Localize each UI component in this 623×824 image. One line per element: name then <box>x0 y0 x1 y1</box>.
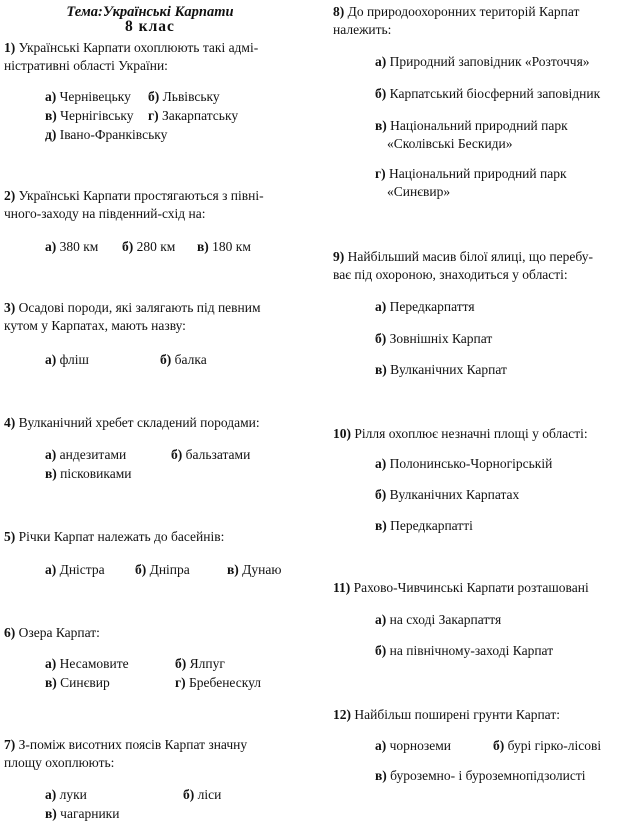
option-1e: д) Івано-Франківську <box>45 127 168 142</box>
option-9a: а) Передкарпаття <box>375 299 475 314</box>
option-10c: в) Передкарпатті <box>375 518 473 533</box>
question-5: 5) Річки Карпат належать до басейнів: <box>4 529 225 544</box>
option-9b: б) Зовнішніх Карпат <box>375 331 493 346</box>
question-1: 1) Українські Карпати охоплюють такі адмі- ністративні області України: <box>4 40 259 73</box>
option-10b: б) Вулканічних Карпатах <box>375 487 520 502</box>
option-1b: б) Львівську <box>148 89 220 104</box>
option-2c: в) 180 км <box>197 239 251 254</box>
option-1c: в) Чернігівську <box>45 108 134 123</box>
option-3b: б) балка <box>160 352 207 367</box>
question-10: 10) Рілля охоплює незначні площі у області: <box>333 426 588 441</box>
option-12c: в) буроземно- і буроземнопідзолисті <box>375 768 586 783</box>
option-6a: а) Несамовите <box>45 656 129 671</box>
option-11a: а) на сході Закарпаття <box>375 612 502 627</box>
option-2b: б) 280 км <box>122 239 176 254</box>
option-6c: в) Синєвир <box>45 675 110 690</box>
question-11: 11) Рахово-Чивчинські Карпати розташовані <box>333 580 589 595</box>
option-1a: а) Чернівецьку <box>45 89 131 104</box>
question-6: 6) Озера Карпат: <box>4 625 100 640</box>
option-4a: а) андезитами <box>45 447 127 462</box>
option-8a: а) Природний заповідник «Розточчя» <box>375 54 590 69</box>
option-6b: б) Ялпуг <box>175 656 225 671</box>
option-4b: б) бальзатами <box>171 447 251 462</box>
option-2a: а) 380 км <box>45 239 99 254</box>
option-8d: г) Національний природний парк «Синєвир» <box>375 166 567 199</box>
option-9c: в) Вулканічних Карпат <box>375 362 507 377</box>
option-12b: б) бурі гірко-лісові <box>493 738 602 753</box>
page-title: Тема:Українські Карпати <box>66 4 234 20</box>
option-11b: б) на північному-заході Карпат <box>375 643 554 658</box>
question-8: 8) До природоохоронних територій Карпат належить: <box>333 4 580 37</box>
question-9: 9) Найбільший масив білої ялиці, що перебу- ває під охороною, знаходиться у області: <box>333 249 593 282</box>
question-3: 3) Осадові породи, які залягають під певним кутом у Карпатах, мають назву: <box>4 300 261 333</box>
option-12a: а) чорноземи <box>375 738 451 753</box>
option-7c: в) чагарники <box>45 806 120 821</box>
option-8b: б) Карпатський біосферний заповідник <box>375 86 601 101</box>
option-5b: б) Дніпра <box>135 562 190 577</box>
option-10a: а) Полонинсько-Чорногірській <box>375 456 553 471</box>
question-4: 4) Вулканічний хребет складений породами: <box>4 415 260 430</box>
option-5c: в) Дунаю <box>227 562 282 577</box>
grade-label: 8 клас <box>125 18 175 35</box>
question-12: 12) Найбільш поширені грунти Карпат: <box>333 707 560 722</box>
option-8c: в) Національний природний парк «Сколівські Бескиди» <box>375 118 568 151</box>
option-6d: г) Бребенескул <box>175 675 261 690</box>
option-3a: а) фліш <box>45 352 89 367</box>
option-7b: б) ліси <box>183 787 222 802</box>
option-1d: г) Закарпатську <box>148 108 239 123</box>
option-7a: а) луки <box>45 787 87 802</box>
option-5a: а) Дністра <box>45 562 105 577</box>
question-2: 2) Українські Карпати простягаються з півні- чного-заходу на південний-схід на: <box>4 188 264 221</box>
option-4c: в) пісковиками <box>45 466 132 481</box>
question-7: 7) З-поміж висотних поясів Карпат значну площу охоплюють: <box>4 737 248 770</box>
